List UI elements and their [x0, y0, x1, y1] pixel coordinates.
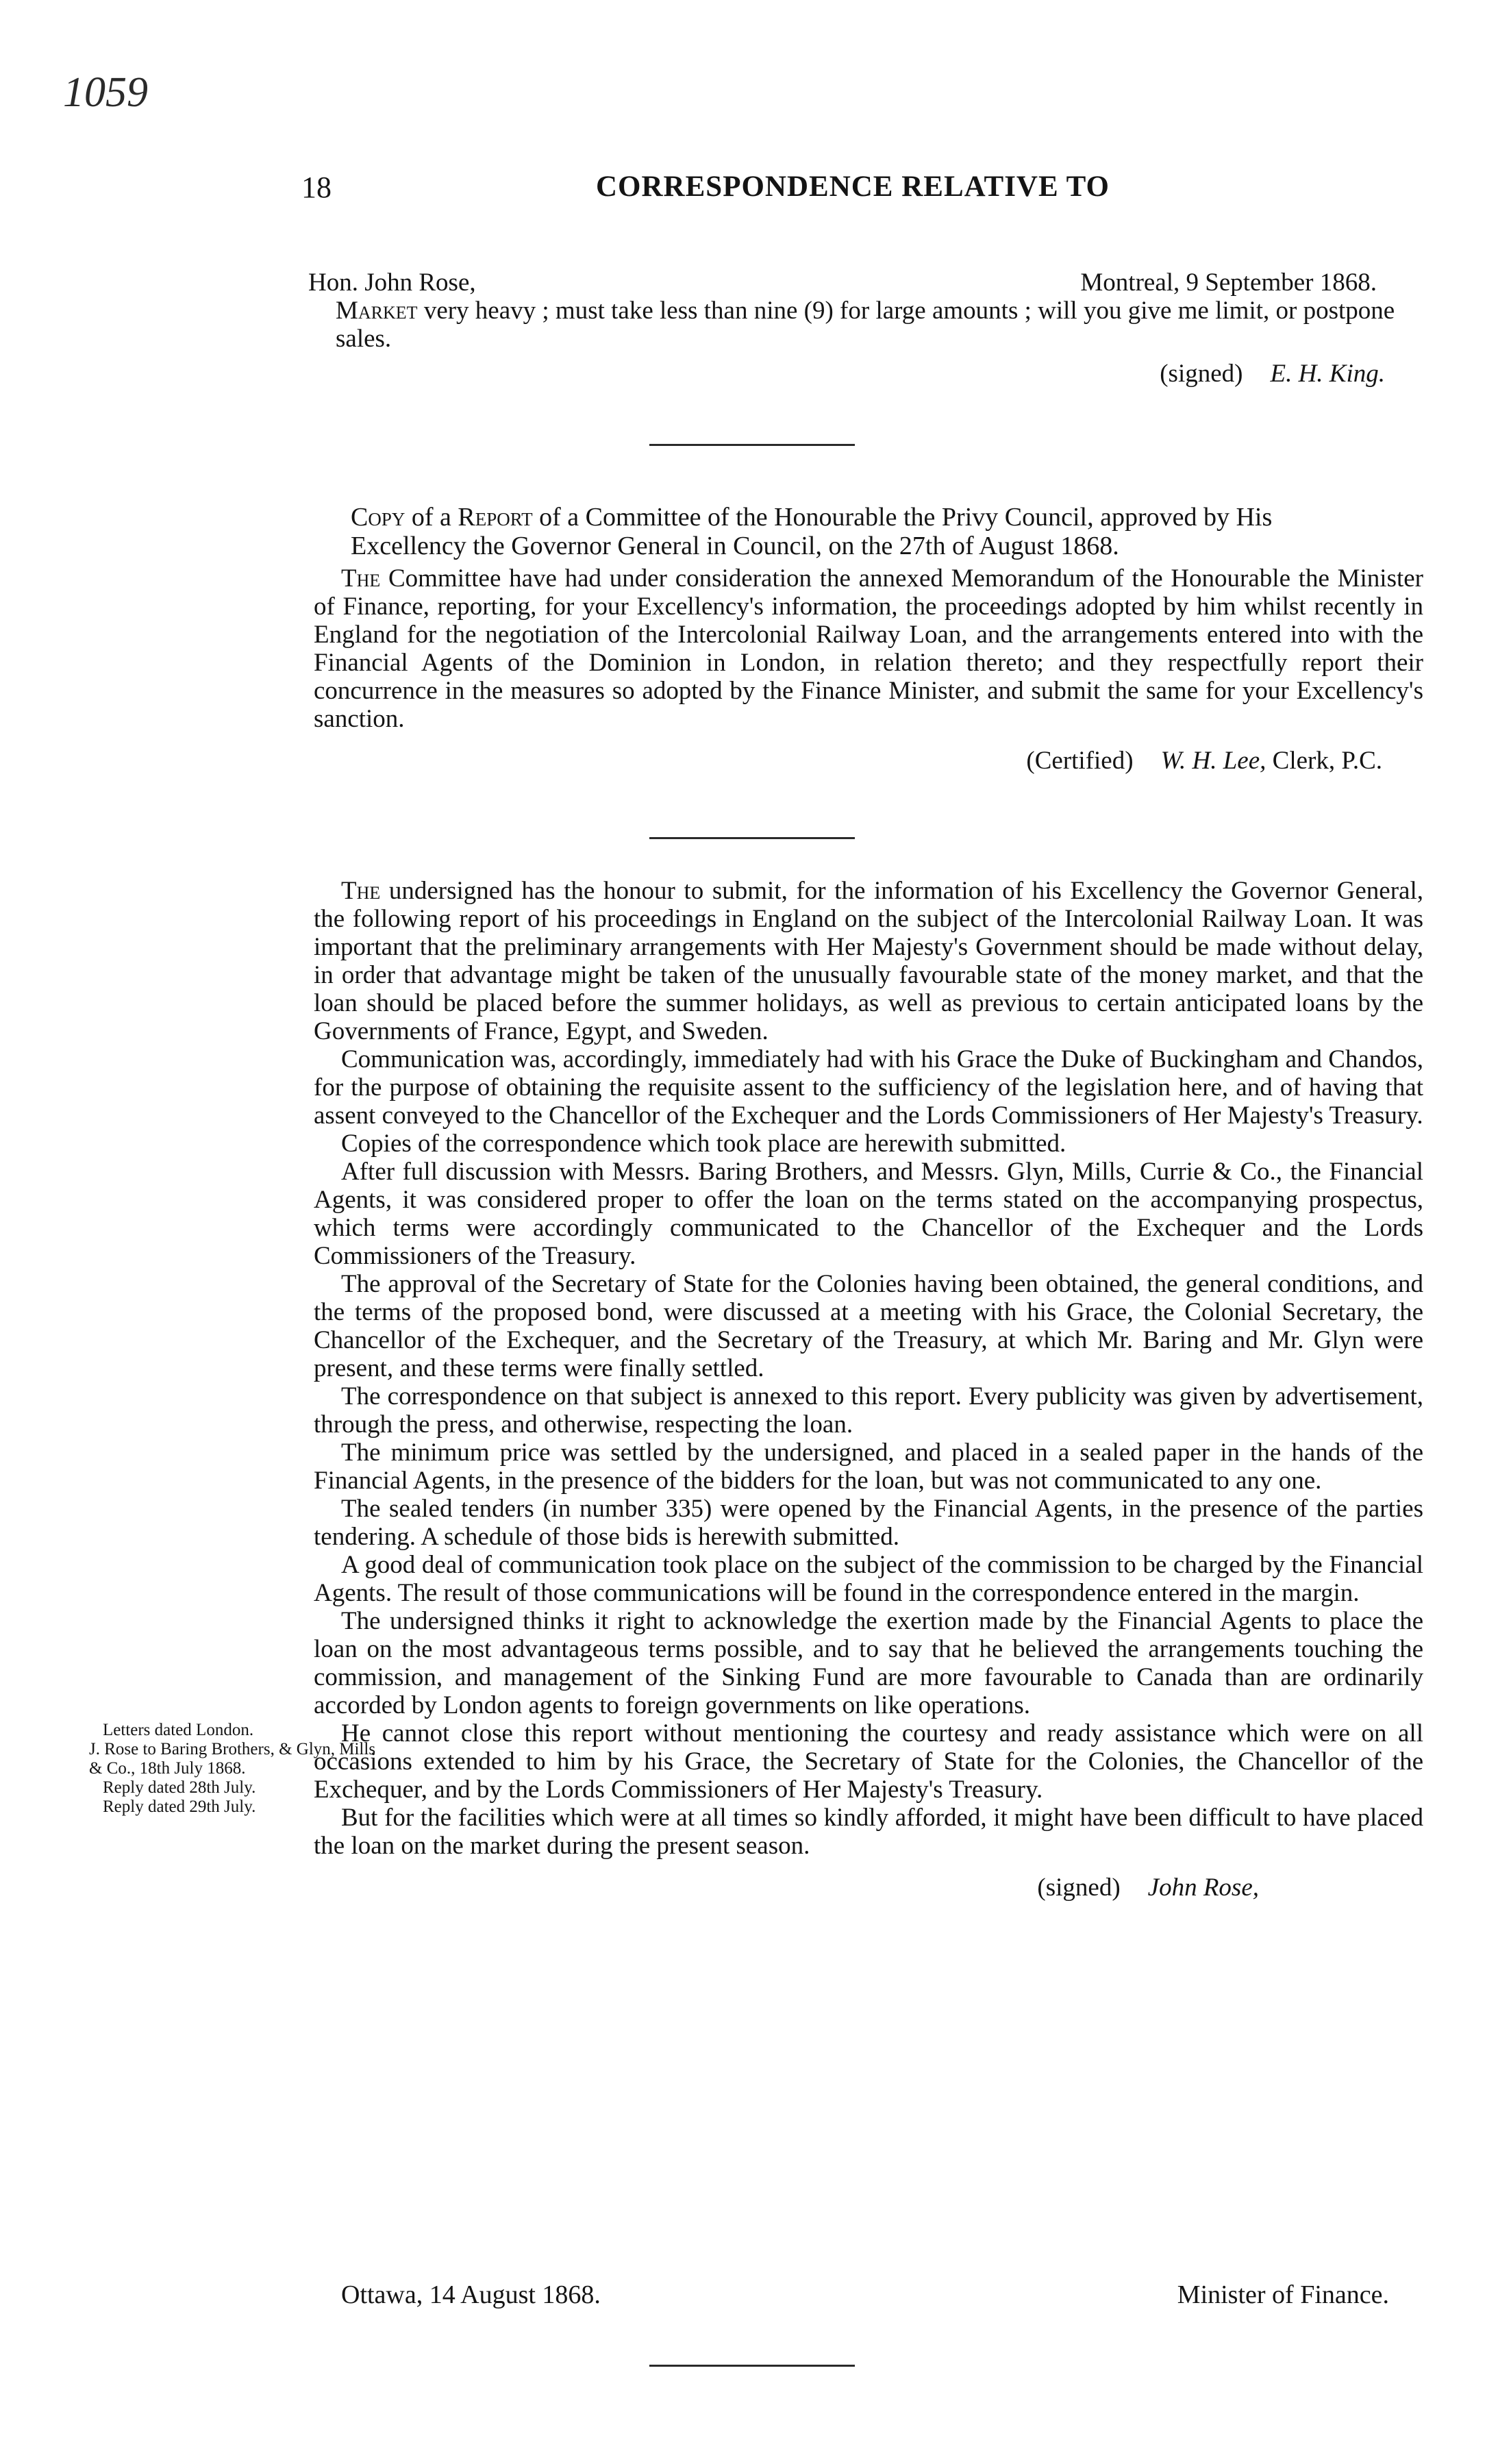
telegram-signature [308, 360, 1404, 388]
heading-rest: of a Committee of the Honourable the Privy Council, approved by His Excellency the Governor General in Council, on the 27th of August 1868. [351, 503, 1273, 560]
margin-line: Letters dated London. [103, 1721, 254, 1739]
report-paragraph: The minimum price was settled by the undersigned, and placed in a sealed paper in the hands of the Financial Agents, in the presence of the bidders for the loan, but was not communicated to any one. [314, 1439, 1423, 1495]
report-paragraph [314, 877, 1423, 1045]
report-paragraph: The correspondence on that subject is annexed to this report. Every publicity was given by advertisement, through the press, and otherwise, respecting the loan. [314, 1382, 1423, 1439]
committee-paragraph [314, 564, 1423, 733]
heading-of-a: of a [411, 503, 451, 532]
certified-name: W. H. Lee, [1160, 747, 1266, 775]
page-number: 18 [301, 171, 332, 204]
telegram-text [308, 297, 1404, 353]
signed-label: (signed) [1160, 360, 1243, 388]
divider [649, 2365, 855, 2367]
certification [314, 747, 1423, 775]
committee-body [314, 564, 1423, 775]
report-signer: John Rose, [1147, 1874, 1259, 1902]
telegram-signer: E. H. King. [1270, 360, 1385, 388]
telegram-place-date: Montreal, 9 September 1868. [1080, 269, 1377, 297]
certified-title: Clerk, P.C. [1272, 747, 1382, 775]
heading-report: Report [458, 503, 533, 532]
certified-label: (Certified) [1026, 747, 1134, 775]
running-title: CORRESPONDENCE RELATIVE TO [596, 171, 1110, 203]
margin-line: Reply dated 29th July. [103, 1797, 256, 1816]
report-paragraph: A good deal of communication took place on the subject of the commission to be charged by the Financial Agents. The result of those communications will be found in the correspondence entered in the margin. [314, 1551, 1423, 1607]
committee-heading [351, 503, 1392, 560]
report-text: undersigned has the honour to submit, for the information of his Excellency the Governor General, the following report of his proceedings in England on the subject of the Intercolonial Railway Loan. It was important that the preliminary arrangements with Her Majesty's Government should be made without delay, in order that advantage might be taken of the unusually favourable state of the money market, and that the loan should be placed before the summer holidays, as well as previous to certain anticipated loans by the Governments of France, Egypt, and Sweden. [314, 877, 1423, 1045]
report-paragraph: Copies of the correspondence which took place are herewith submitted. [341, 1130, 1066, 1158]
report-paragraph: The sealed tenders (in number 335) were opened by the Financial Agents, in the presence of the parties tendering. A schedule of those bids is herewith submitted. [314, 1495, 1423, 1551]
page-header [301, 170, 1432, 211]
report-paragraph: But for the facilities which were at all times so kindly afforded, it might have been difficult to have placed the loan on the market during the present season. [314, 1804, 1423, 1860]
signed-label: (signed) [1037, 1874, 1121, 1902]
signer-title: Minister of Finance. [1177, 2280, 1389, 2309]
handwritten-corner-mark: 1059 [63, 69, 148, 116]
divider [649, 837, 855, 839]
committee-text: Committee have had under consideration the annexed Memorandum of the Honourable the Minister of Finance, reporting, for your Excellency's information, the proceedings adopted by him whilst recently in England for the negotiation of the Intercolonial Railway Loan, and the arrangements entered into with the Financial Agents of the Dominion in London, in relation thereto; and they respectfully report their concurrence in the measures so adopted by the Finance Minister, and submit the same for your Excellency's sanction. [314, 564, 1423, 733]
report-closing-row [314, 2280, 1423, 2310]
report-signature [314, 1874, 1423, 1902]
report-paragraph: The undersigned thinks it right to acknowledge the exertion made by the Financial Agents to place the loan on the most advantageous terms possible, and to say that he believed the arrangements touching the commission, and management of the Sinking Fund are more favourable to Canada than are ordinarily accorded by London agents to foreign governments on like operations. [314, 1607, 1423, 1719]
telegram-header-row [308, 269, 1404, 297]
heading-copy: Copy [351, 503, 405, 532]
margin-note [89, 1721, 377, 1817]
divider [649, 444, 855, 446]
report-paragraph: After full discussion with Messrs. Baring Brothers, and Messrs. Glyn, Mills, Currie & Co., the Financial Agents, it was considered proper to offer the loan on the terms stated on the accompanying prospectus, which terms were accordingly communicated to the Chancellor of the Exchequer and the Lords Commissioners of the Treasury. [314, 1158, 1423, 1270]
report-paragraph: Communication was, accordingly, immediately had with his Grace the Duke of Buckingham and Chandos, for the purpose of obtaining the requisite assent to the sufficiency of the legislation here, and of having that assent conveyed to the Chancellor of the Exchequer and the Lords Commissioners of Her Majesty's Treasury. [314, 1045, 1424, 1130]
minister-report [314, 877, 1423, 1902]
report-lead: The [341, 877, 381, 905]
telegram-block [308, 269, 1404, 388]
telegram-body: very heavy ; must take less than nine (9) for large amounts ; will you give me limit, or postpone sales. [336, 297, 1395, 353]
telegram-lead: Market [336, 297, 418, 325]
margin-line: J. Rose to Baring Brothers, & Glyn, Mills & Co., 18th July 1868. [89, 1740, 376, 1778]
margin-line: Reply dated 28th July. [103, 1778, 256, 1797]
report-paragraph: He cannot close this report without mentioning the courtesy and ready assistance which were on all occasions extended to him by his Grace, the Secretary of State for the Colonies, the Chancellor of the Exchequer, and by the Lords Commissioners of Her Majesty's Treasury. [314, 1719, 1423, 1804]
telegram-addressee: Hon. John Rose, [308, 269, 476, 297]
committee-lead: The [341, 564, 381, 593]
place-date: Ottawa, 14 August 1868. [341, 2280, 601, 2309]
report-paragraph: The approval of the Secretary of State for the Colonies having been obtained, the general conditions, and the terms of the proposed bond, were discussed at a meeting with his Grace, the Colonial Secretary, the Chancellor of the Exchequer, and the Secretary of the Treasury, at which Mr. Baring and Mr. Glyn were present, and these terms were finally settled. [314, 1270, 1423, 1382]
